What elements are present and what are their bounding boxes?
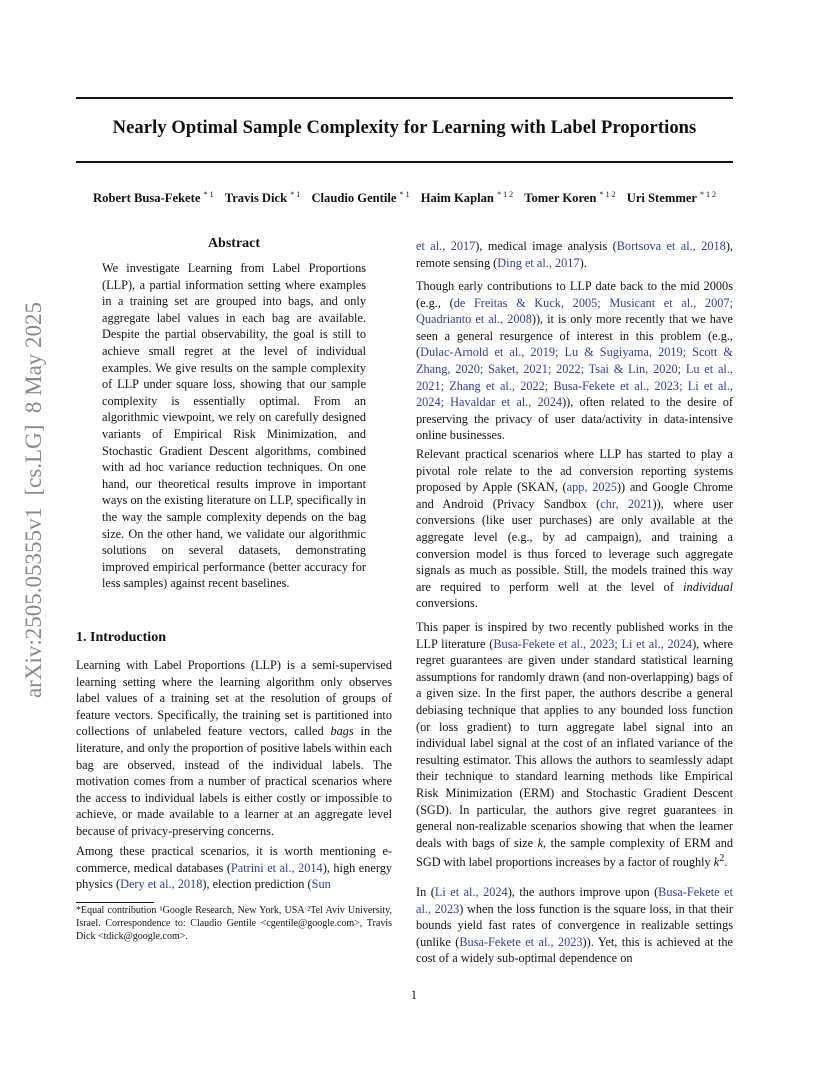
body-paragraph: Relevant practical scenarios where LLP has started to play a pivotal role relate to the ad conversion reporting systems proposed by Apple (SKAN, (app, 2025)) and Google Chrome and Android (Privacy Sandbox (chr, 2021)), where user conversions (like user purchases) are only available at the aggregate level (e.g., by ad campaign), and training a conversion model is thus forced to leverage such aggregate signals as much as possible. Still, the models trained this way are required to perform well at the level of individual conversions. [416,447,734,611]
paper-title: Nearly Optimal Sample Complexity for Learning with Label Proportions [112,118,697,138]
citation-link[interactable]: Sun [311,877,331,892]
author: Uri Stemmer $^{* 1 2}$ [626,190,716,206]
citation-link[interactable]: Dulac-Arnold et al., 2019; Lu & Sugiyama, 2019; Scott & Zhang, 2020; Saket, 2021; 2022; Tsai & Lin, 2020; Lu et al., 2021; Zhang et al., 2022; Busa-Fekete et al., 2023; Li et al., 2024; Havaldar et al., 2024 [416,345,733,410]
intro-paragraph: Learning with Label Proportions (LLP) is a semi-supervised learning setting where the learning algorithm only observes label values of a training set at the resolution of groups of feature vectors. Specifically, the training set is partitioned into collections of unlabeled feature vectors, called bags in the literature, and only the proportion of positive labels within each bag are observed, instead of the individual labels. The motivation comes from a number of practical scenarios where the access to individual labels is either costly or impossible to achieve, or made available to a learner at an aggregate level because of privacy-preserving concerns. [76,658,392,838]
citation-link[interactable]: et al., 2017 [416,239,476,253]
citation-link[interactable]: Li et al., 2024 [434,885,508,899]
citation-link[interactable]: Patrini et al., 2014 [230,860,323,875]
citation-link[interactable]: chr, 2021 [600,496,653,511]
abstract-body: We investigate Learning from Label Proportions (LLP), a partial information setting where examples in a training set are grouped into bags, and only aggregate label values in each bag are available. Despite the partial observability, the goal is still to achieve small regret at the level of individual examples. We give results on the sample complexity of LLP under square loss, showing that our sample complexity is essentially optimal. From an algorithmic viewpoint, we rely on carefully designed variants of Empirical Risk Minimization, and Stochastic Gradient Descent algorithms, combined with ad hoc variance reduction techniques. On one hand, our theoretical results improve in important ways on the existing literature on LLP, specifically in the way the sample complexity depends on the bag size. On the other hand, we validate our algorithmic solutions on several datasets, demonstrating improved empirical performance (better accuracy for less samples) against recent baselines. [102,261,366,591]
citation-link[interactable]: Dery et al., 2018 [120,877,203,892]
arxiv-id-text: arXiv:2505.05355v1 [cs.LG] 8 May 2025 [21,301,46,699]
citation-link[interactable]: de Freitas & Kuck, 2005; Musicant et al., 2007; Quadrianto et al., 2008 [416,295,733,327]
citation-link[interactable]: Ding et al., 2017 [497,255,580,270]
arxiv-stamp [21,290,46,710]
body-paragraph: Though early contributions to LLP date back to the mid 2000s (e.g., (de Freitas & Kuck, 2005; Musicant et al., 2007; Quadrianto et al., 2008)), it is only more recently that we have seen a general resurgence of interest in this problem (e.g., (Dulac-Arnold et al., 2019; Lu & Sugiyama, 2019; Scott & Zhang, 2020; Saket, 2021; 2022; Tsai & Lin, 2020; Lu et al., 2021; Zhang et al., 2022; Busa-Fekete et al., 2023; Li et al., 2024; Havaldar et al., 2024)), often related to the desire of preserving the privacy of user data/activity in data-intensive online businesses. [416,279,733,443]
intro-paragraph: Among these practical scenarios, it is worth mentioning e-commerce, medical databases (Patrini et al., 2014), high energy physics (Dery et al., 2018), election prediction (Sun [76,844,392,892]
section-heading-introduction: 1. Introduction [76,630,166,645]
title-bottom-rule [76,161,733,163]
body-paragraph: This paper is inspired by two recently published works in the LLP literature (Busa-Fekete et al., 2023; Li et al., 2024), where regret guarantees are given under standard statistical learning assumptions for randomly drawn (and non-overlapping) bags of a given size. In the first paper, the authors describe a general debiasing technique that applies to any bounded loss function (or loss gradient) to turn aggregate label signal into an individual label signal at the cost of an inflated variance of the resulting estimator. This allows the authors to seamlessly adapt their technique to standard learning methods like Empirical Risk Minimization (ERM) and Stochastic Gradient Descent (SGD). In particular, the authors give regret guarantees in general non-realizable scenarios showing that when the learner deals with bags of size k, the sample complexity of ERM and SGD with label proportions increases by a factor of roughly $k^2$. [416,620,733,870]
citation-link[interactable]: Busa-Fekete et al., 2023 [416,885,733,916]
footnote: *Equal contribution ¹Google Research, New York, USA ²Tel Aviv University, Israel. Correspondence to: Claudio Gentile <cgentile@google.com>, Travis Dick <tdick@google.com>. [76,905,392,943]
author: Travis Dick $^{* 1}$ [224,190,301,206]
body-paragraph: In (Li et al., 2024), the authors improve upon (Busa-Fekete et al., 2023) when the loss function is the square loss, in that their bounds yield fast rates of convergence in realizable settings (unlike (Busa-Fekete et al., 2023)). Yet, this is achieved at the cost of a widely sub-optimal dependence on [416,885,733,966]
body-paragraph: et al., 2017), medical image analysis (Bortsova et al., 2018), remote sensing (Ding et al., 2017). [416,239,733,270]
abstract-heading: Abstract [207,236,261,251]
citation-link[interactable]: app, 2025 [566,480,617,495]
citation-link[interactable]: Bortsova et al., 2018 [616,239,726,253]
author: Haim Kaplan $^{* 1 2}$ [420,190,514,206]
author: Tomer Koren $^{* 1 2}$ [524,190,616,206]
footnote-rule [76,902,154,903]
author: Robert Busa-Fekete $^{* 1}$ [93,190,214,206]
author: Claudio Gentile $^{* 1}$ [311,190,410,206]
top-rule [76,97,733,99]
citation-link[interactable]: Busa-Fekete et al., 2023 [459,934,583,949]
page-number: 1 [410,988,418,1002]
author-list [76,190,733,206]
citation-link[interactable]: Busa-Fekete et al., 2023; Li et al., 2024 [493,636,693,651]
